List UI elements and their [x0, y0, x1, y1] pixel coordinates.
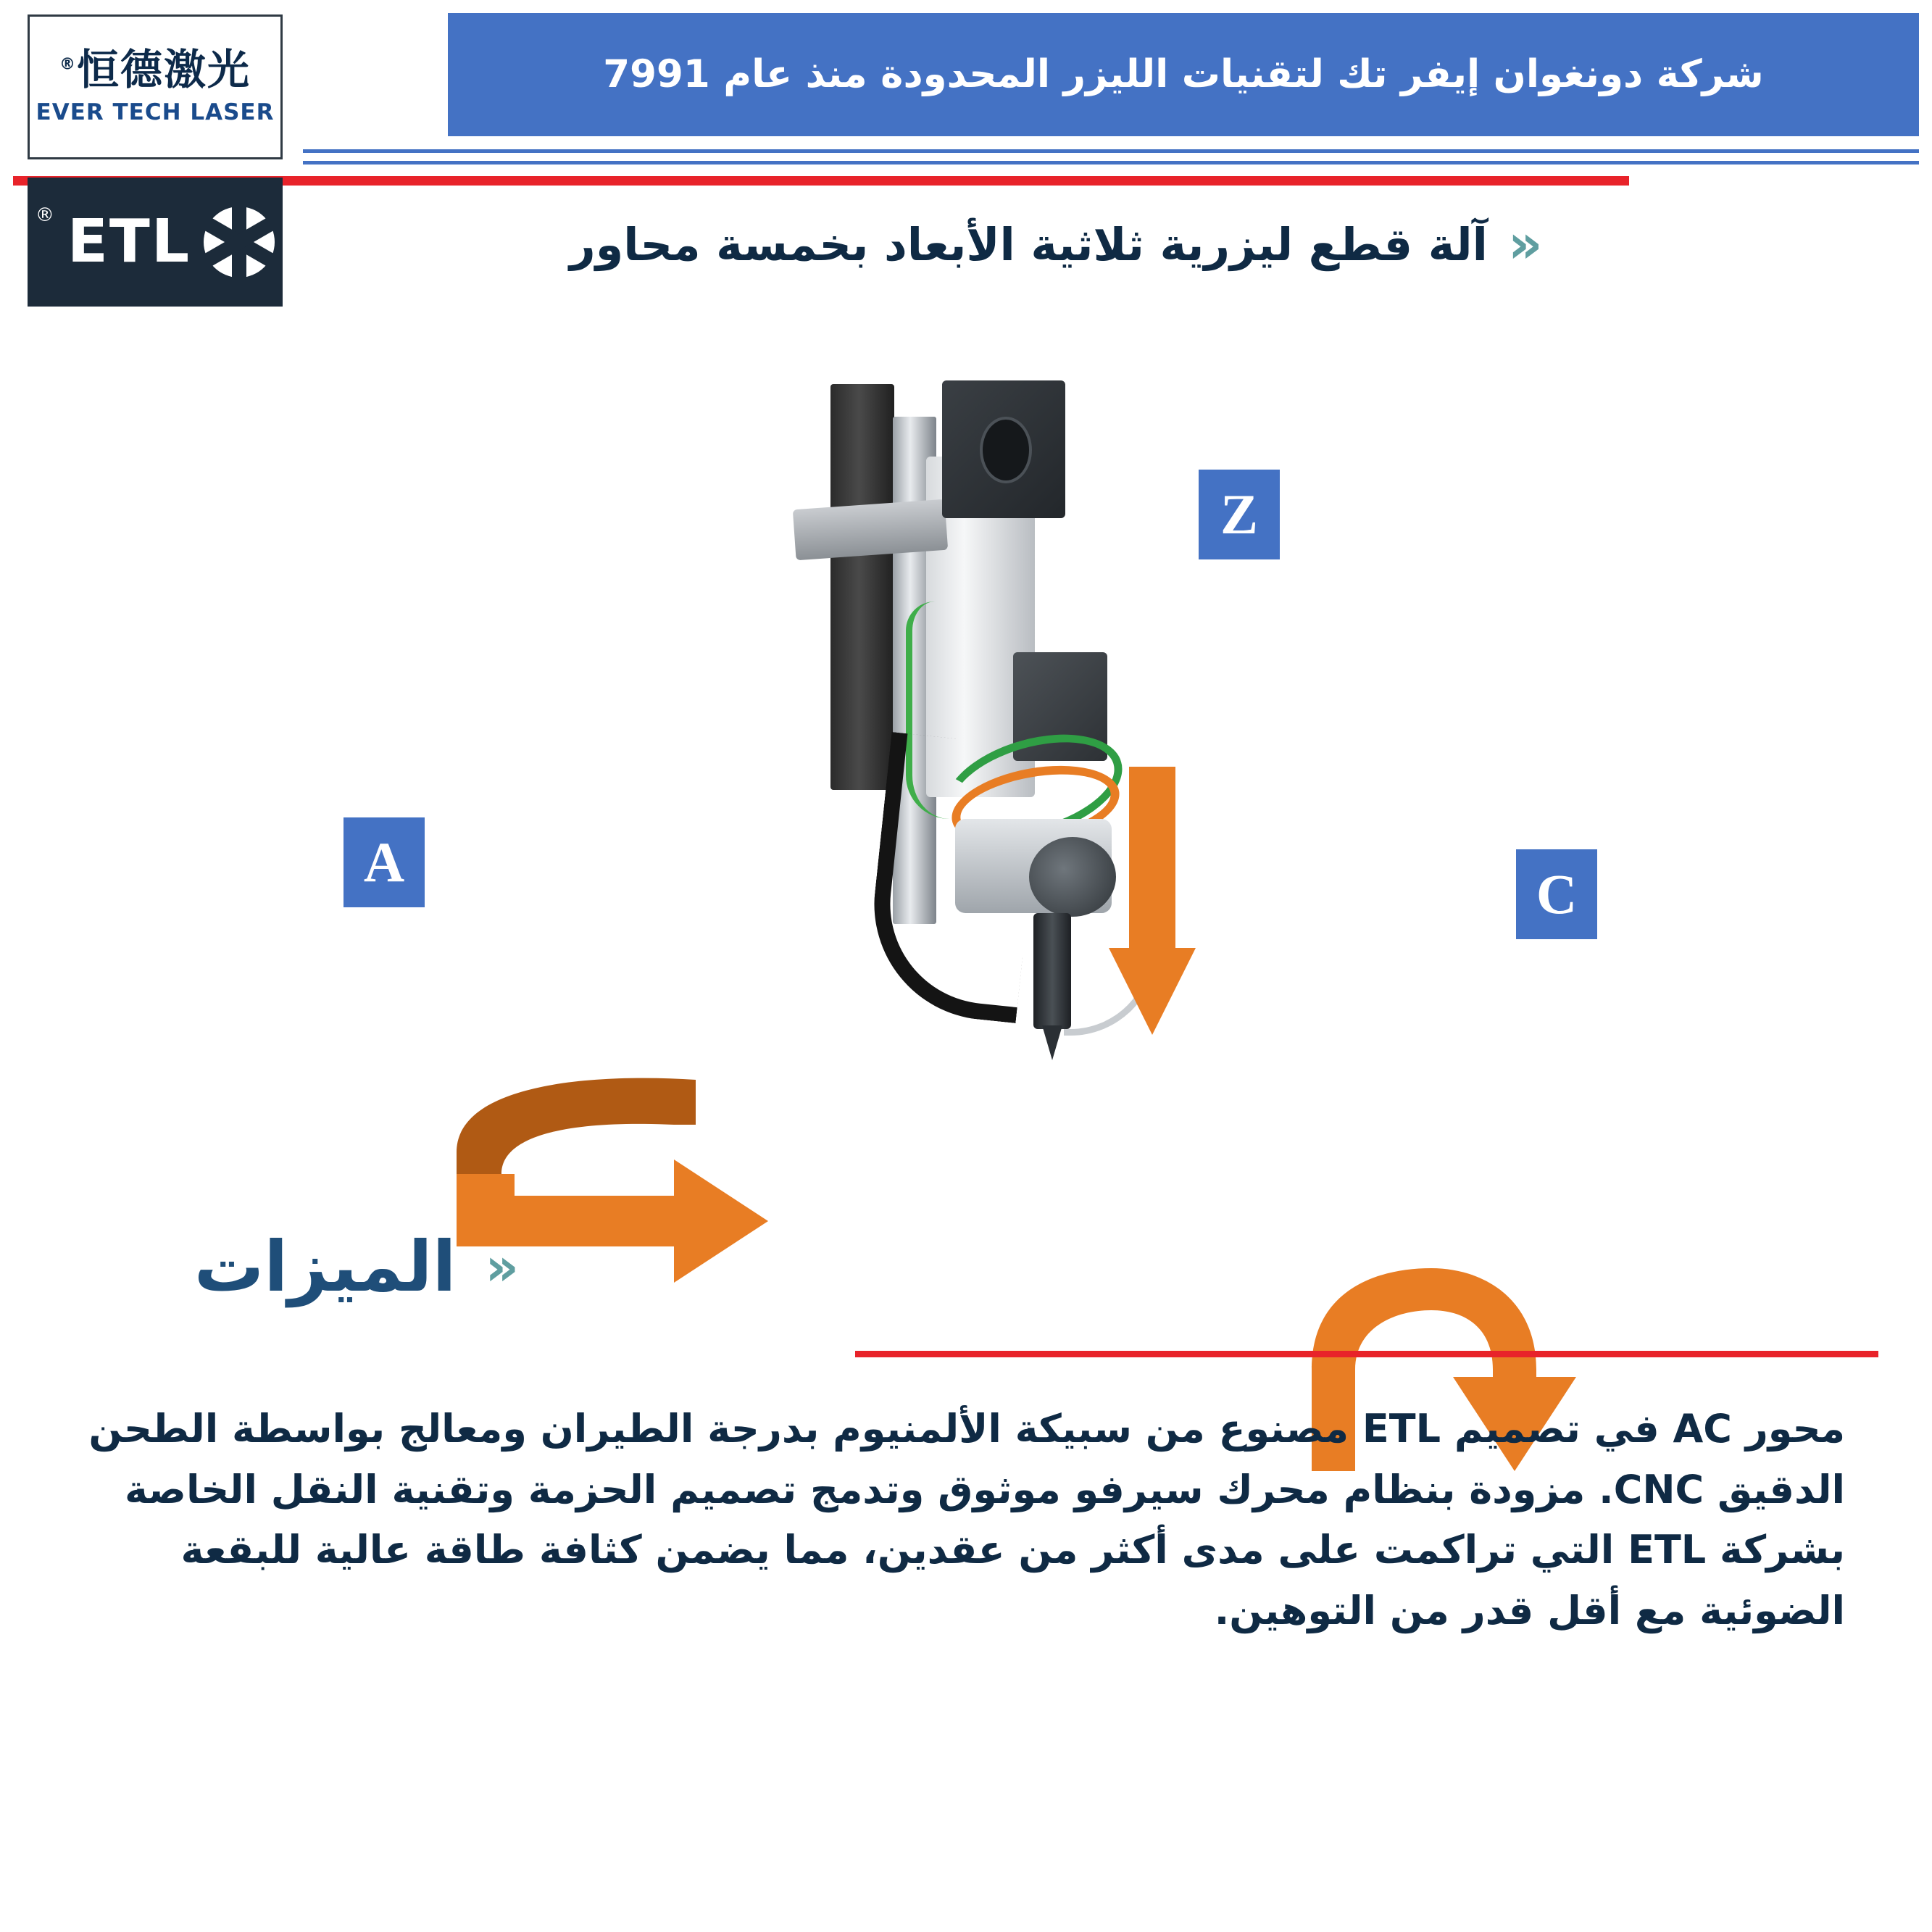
- features-heading: الميزات: [193, 1226, 457, 1307]
- z-axis-arrow-icon: [1109, 767, 1196, 1042]
- page-title: آلة قطع ليزرية ثلاثية الأبعاد بخمسة محاور: [570, 217, 1488, 271]
- chevron-double-left-icon-features: «: [485, 1236, 512, 1297]
- etl-logo: [28, 178, 283, 307]
- logo-chinese-registered: ®: [59, 55, 77, 74]
- logo-english-name: EVER TECH LASER: [36, 99, 275, 125]
- axis-badge-a: A: [343, 817, 425, 907]
- etl-registered-mark: ®: [35, 204, 54, 226]
- product-title-row: [570, 213, 1845, 275]
- features-paragraph: محور AC في تصميم ETL مصنوع من سبيكة الألمنيوم بدرجة الطيران ومعالج بواسطة الطحن الدقيق CNC. مزودة بنظام محرك سيرفو موثوق وتدمج تصميم الحزمة وتقنية النقل الخاصة بشركة ETL التي تراكمت على مدى أكثر من عقدين، مما يضمن كثافة طاقة عالية للبقعة الضوئية مع أقل قدر من التوهين.: [88, 1406, 1845, 1634]
- header-divider-blue-top: [303, 149, 1919, 153]
- header-divider-blue-bottom: [303, 161, 1919, 165]
- etl-logo-text: ETL: [67, 207, 191, 276]
- ever-tech-laser-logo: [28, 14, 283, 159]
- axis-badge-z: Z: [1199, 470, 1280, 559]
- logo-chinese-name: [59, 45, 251, 94]
- header-banner: [448, 13, 1919, 136]
- chevron-double-left-icon: «: [1507, 213, 1536, 275]
- five-axis-laser-cutting-head-photo: [0, 341, 1932, 1246]
- axis-badge-c: C: [1516, 849, 1597, 939]
- asterisk-icon: [204, 207, 275, 278]
- company-banner-title: شركة دونغوان إيفر تك لتقنيات الليزر المحدودة منذ عام 7991: [603, 51, 1764, 96]
- logo-chinese-text: 恒德激光: [77, 45, 251, 94]
- features-underline: [855, 1351, 1878, 1357]
- features-title-row: [193, 1226, 512, 1307]
